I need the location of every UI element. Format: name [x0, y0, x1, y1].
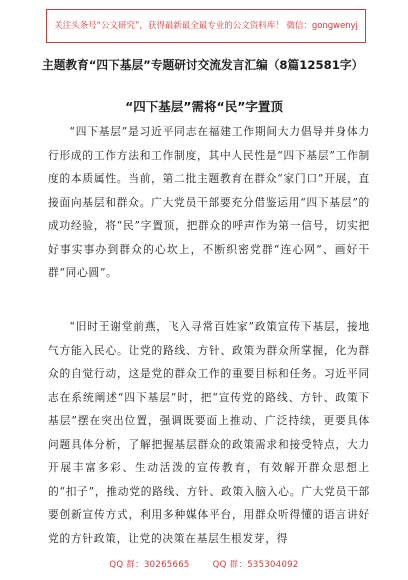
section-subtitle: “四下基层”需将“民”字置顶	[125, 99, 283, 114]
document-title: 主题教育“四下基层”专题研讨交流发言汇编（8篇12581字）	[42, 58, 364, 72]
body-paragraph-1: “四下基层”是习近平同志在福建工作期间大力倡导并身体力行形成的工作方法和工作制度，其中人民性是“四下基层”工作制度的本质属性。当前，第二批主题教育在群众“家门口”开展，直接面向基层和群众。广大党员干部要充分借鉴运用“四下基层”的成功经验，将“民”字置顶，把群众的呼声作为第一信号，切实把好事实事办到群众的心坎上，不断织密党群“连心网”、画好干群“同心圆”。	[48, 125, 370, 279]
footer-contact	[0, 558, 408, 570]
promo-banner-text: 关注头条号“公文研究”，获得最新最全最专业的公文资料库！ 微信：gongwenyj	[54, 21, 358, 31]
footer-qq-group-2: QQ 群：535304092	[212, 560, 299, 570]
body-paragraph-2: “旧时王谢堂前燕，飞入寻常百姓家”政策宣传下基层，接地气方能入民心。让党的路线、方针、政策为群众所掌握，化为群众的自觉行动，这是党的群众工作的重要目标和任务。习近平同志在系统阐述“四下基层”时，把“宣传党的路线、方针、政策下基层”摆在突出位置，强调既要面上推动、广泛持续，更要具体问题具体分析，了解把握基层群众的政策需求和接受特点，大力开展丰富多彩、生动活泼的宣传教育，有效解开群众思想上的“扣子”，推动党的路线、方针、政策入脑入心。广大党员干部要创新宣传方式，利用多种媒体平台，用群众听得懂的语言讲好党的方针政策，让党的决策在基层生根发芽，得	[48, 320, 370, 545]
footer-qq-group-1: QQ 群：30265665	[109, 560, 190, 570]
promo-banner	[46, 9, 366, 43]
